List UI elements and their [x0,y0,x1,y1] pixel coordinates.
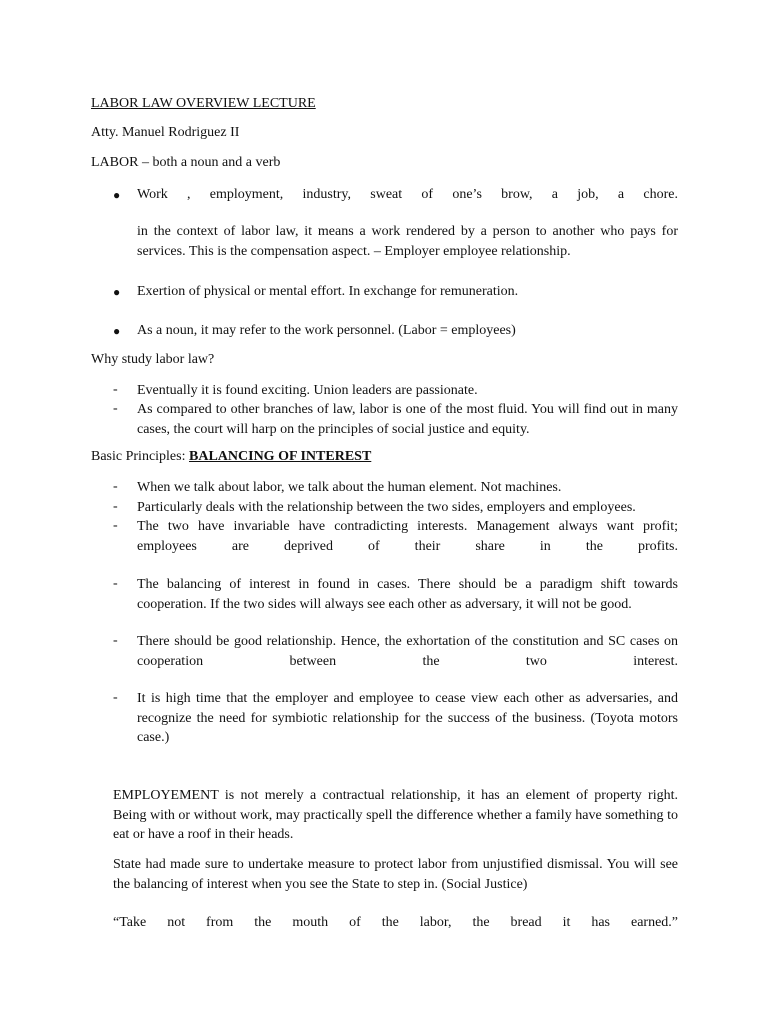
bullet-3-text: As a noun, it may refer to the work personnel. (Labor = employees) [137,323,516,338]
principle-item-2: Particularly deals with the relationship between the two sides, employers and employees. [137,500,636,515]
principles-label: Basic Principles: [91,449,186,464]
dash-marker: - [113,518,118,533]
document-title: LABOR LAW OVERVIEW LECTURE [91,96,316,111]
bullet-1-text: in the context of labor law, it means a work rendered by a person to another who pays for services. This is the compensation aspect. – Employer employee relationship. [137,224,678,259]
principle-item-6: It is high time that the employer and employee to cease view each other as adversaries, and recognize the need for symbiotic relationship for the success of the business. (Toyota motors case.) [137,691,678,745]
employment-paragraph: EMPLOYEMENT is not merely a contractual relationship, it has an element of property right. Being with or without work, may practically spell the difference whether a family have something to eat or have a roof in their heads. [113,788,678,842]
state-paragraph: State had made sure to undertake measure to protect labor from unjustified dismissal. You will see the balancing of interest when you see the State to step in. (Social Justice) [113,857,678,892]
bullet-1-heading: Work , employment, industry, sweat of one’s brow, a job, a chore. [137,187,678,202]
bullet-icon: ● [113,285,121,299]
bullet-icon: ● [113,188,121,202]
why-item-1: Eventually it is found exciting. Union leaders are passionate. [137,383,478,398]
dash-marker: - [113,479,118,494]
principle-item-5: There should be good relationship. Hence, the exhortation of the constitution and SC cases on cooperation between the two interest. [137,634,678,669]
dash-marker: - [113,401,118,416]
principle-item-4: The balancing of interest in found in cases. There should be a paradigm shift towards cooperation. If the two sides will always see each other as adversary, it will not be good. [137,577,678,612]
why-heading: Why study labor law? [91,352,215,367]
quote-line: “Take not from the mouth of the labor, the bread it has earned.” [113,915,678,930]
dash-marker: - [113,690,118,705]
principles-value: BALANCING OF INTEREST [189,449,372,464]
dash-marker: - [113,633,118,648]
bullet-2-text: Exertion of physical or mental effort. In exchange for remuneration. [137,284,519,299]
bullet-icon: ● [113,324,121,338]
dash-marker: - [113,499,118,514]
why-item-2: As compared to other branches of law, labor is one of the most fluid. You will find out in many cases, the court will harp on the principles of social justice and equity. [137,402,678,437]
labor-definition: LABOR – both a noun and a verb [91,155,281,170]
principle-item-1: When we talk about labor, we talk about the human element. Not machines. [137,480,562,495]
author-line: Atty. Manuel Rodriguez II [91,125,240,140]
dash-marker: - [113,576,118,591]
principle-item-3: The two have invariable have contradicting interests. Management always want profit; employees are deprived of their share in the profits. [137,519,678,554]
principles-line [91,448,371,466]
dash-marker: - [113,382,118,397]
